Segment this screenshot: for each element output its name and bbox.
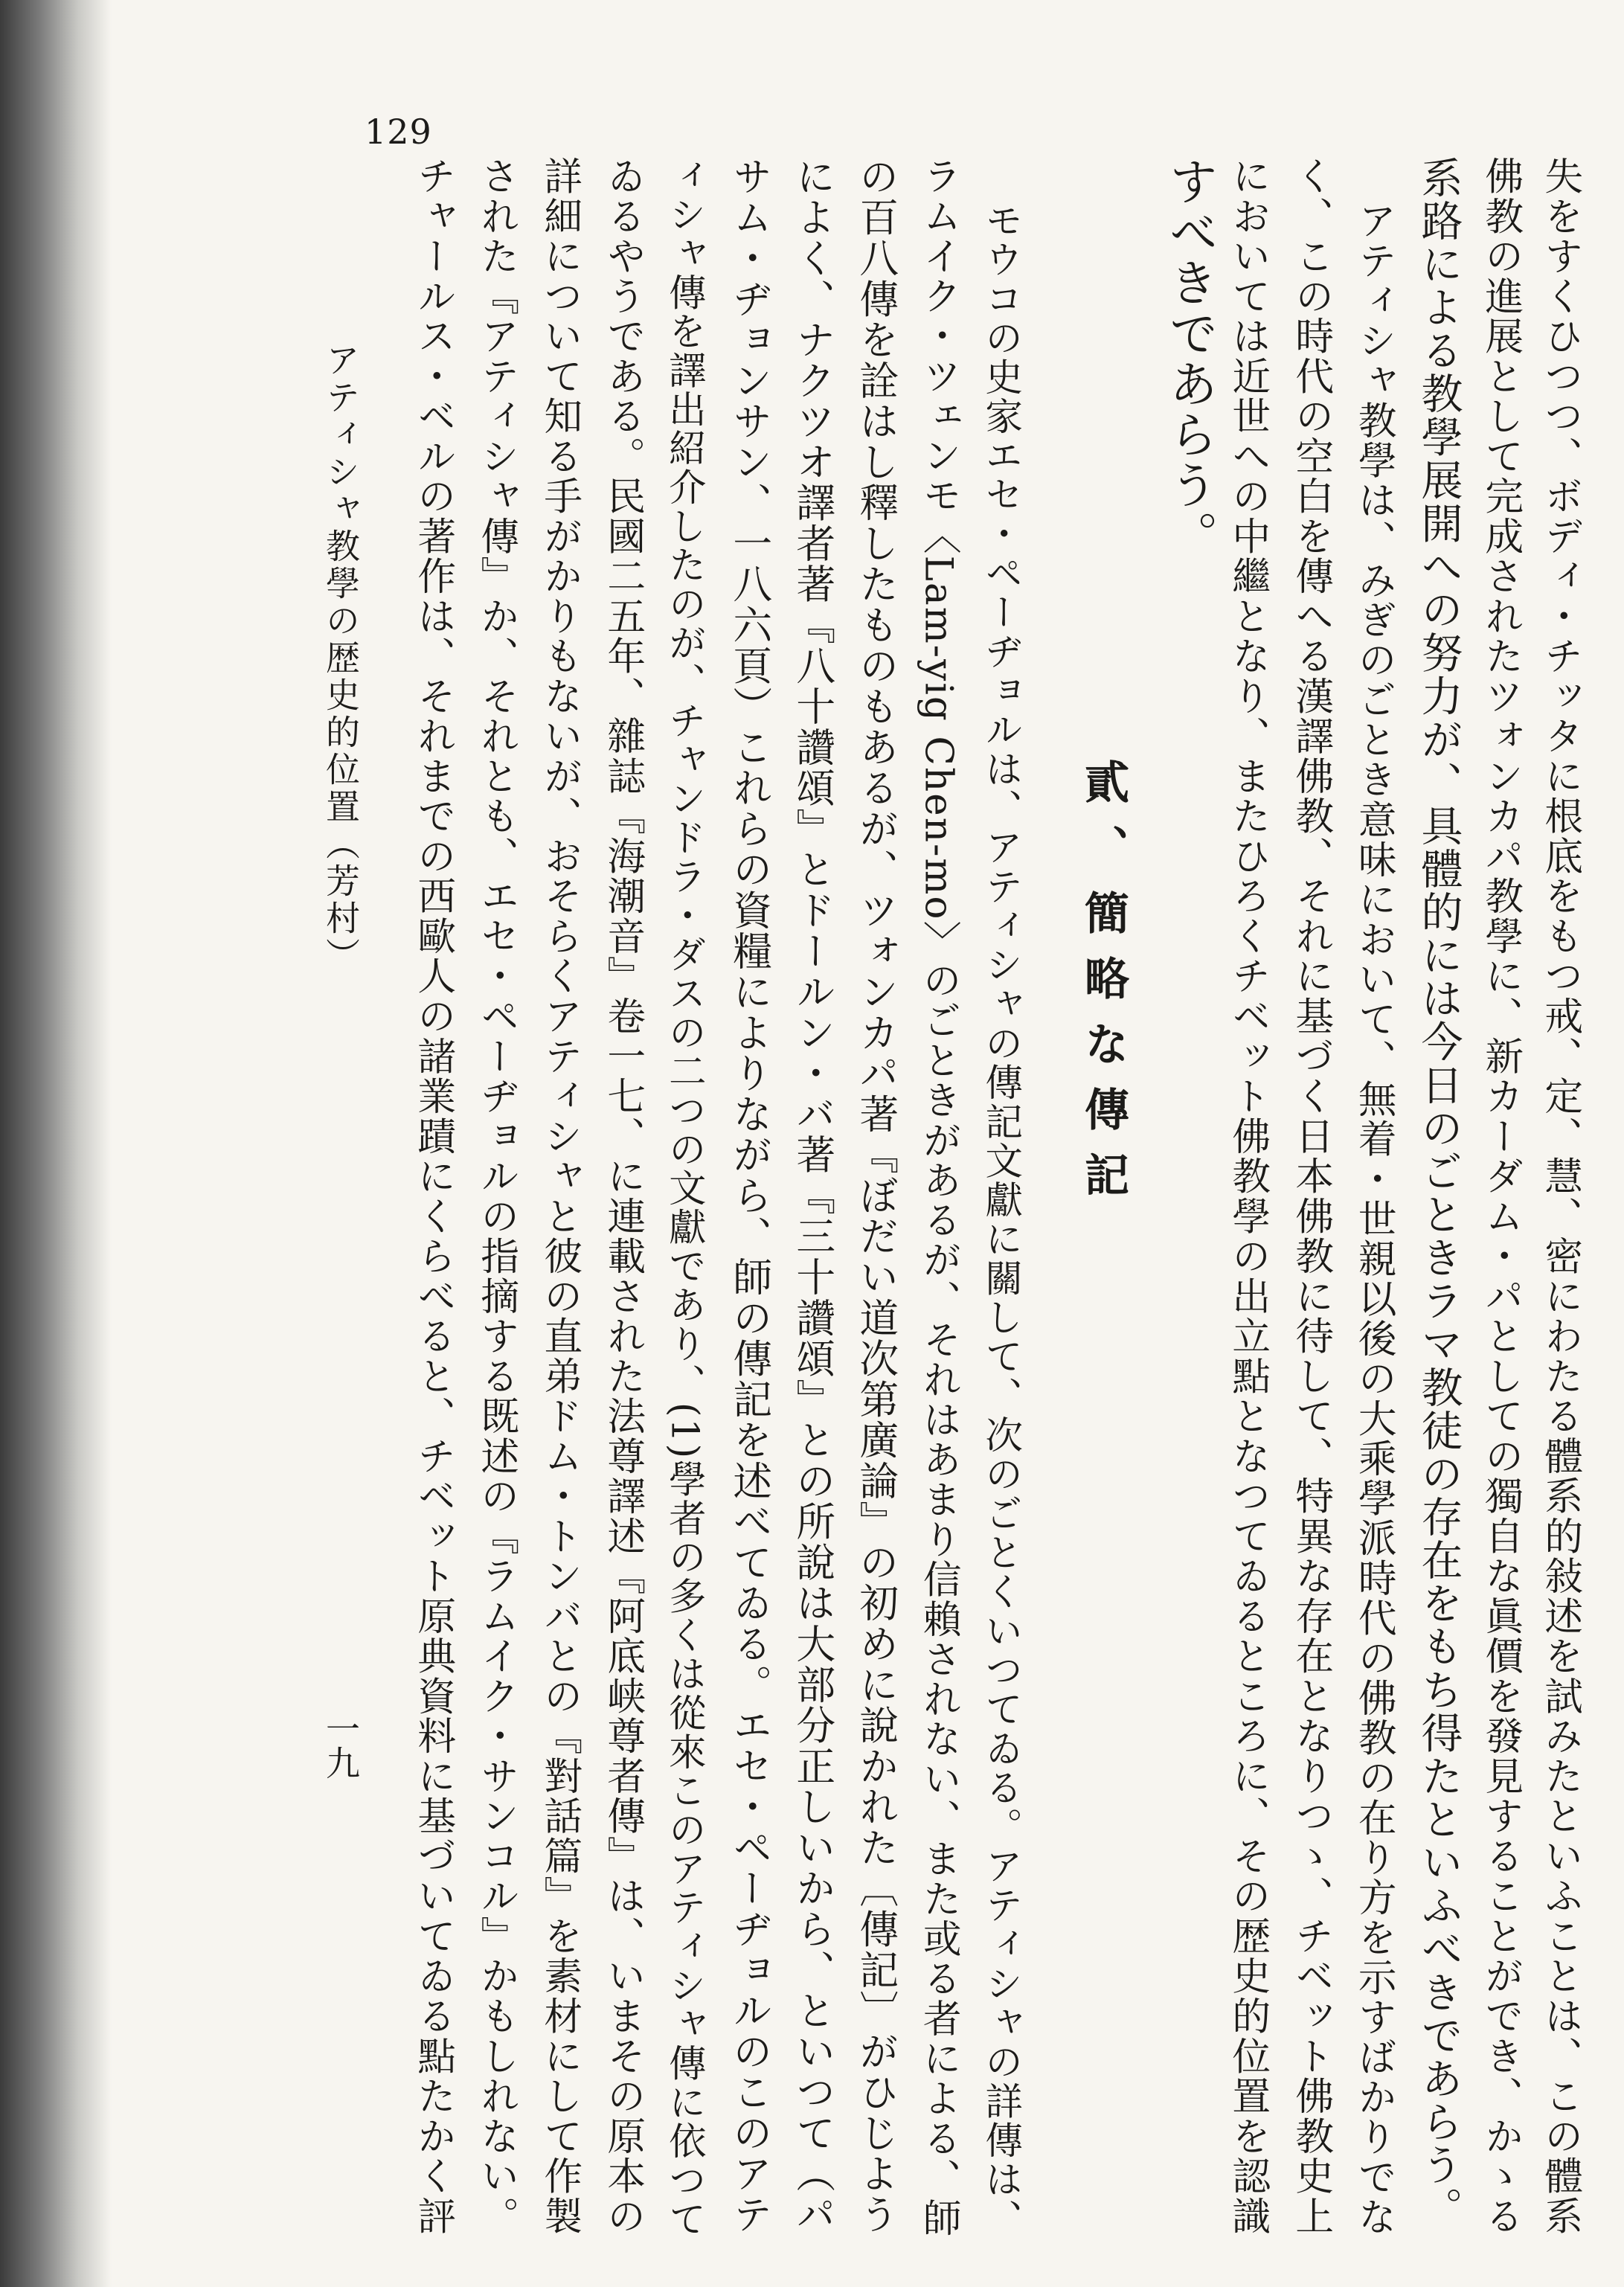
text-column-7: すべきであらう。 [1161,156,1218,561]
running-footer: アティシャ教學の歴史的位置（芳村） [321,342,361,975]
text-column-1: 失をすくひつつ、ボディ・チッタに根底をもつ戒、定、慧、密にわたる體系的敍述を試みたといふことは、この體系 [1537,156,1582,2236]
text-column-9: ラムイク・ツェンモ〈Lam-yig Chen-mo〉のごときがあるが、それはあまり信賴されない、また或る者による、師 [916,156,961,2239]
text-column-8: モウコの史家エセ・ペーヂョルは、アティシャの傳記文獻に關して、次のごとくいつてゐる。アティシャの詳傳は、 [979,201,1024,2239]
page-number: 129 [365,112,432,152]
binding-shadow [0,0,112,2287]
text-column-15: 詳細について知る手がかりもないが、おそらくアティシャと彼の直弟ドム・トンバとの『對話篇』を素材にして作製 [536,156,582,2236]
text-column-5: く、この時代の空白を傳へる漢譯佛教、それに基づく日本佛教に待して、特異な存在となりつゝ、チベット佛教史上 [1288,156,1333,2236]
text-column-17: チャールス・ベルの著作は、それまでの西歐人の諸業蹟にくらべると、チベット原典資料に基づいてゐる點たかく評 [410,156,455,2236]
text-column-13: ィシャ傳を譯出紹介したのが、チャンドラ・ダスの二つの文獻であり、(1)學者の多くは從來このアティシャ傳に依つて [663,156,707,2239]
section-heading: 貳、簡略な傳記 [1077,759,1129,1217]
text-column-14: ゐるやうである。民國二五年、雜誌『海潮音』卷一七、に連載された法尊譯述『阿底峡尊者傳』は、いまその原本の [600,156,645,2236]
text-column-3: 系路による教學展開への努力が、具體的には今日のごときラマ教徒の存在をもち得たといふべきであらう。 [1414,156,1463,2230]
folio-number: 一九 [321,1711,361,1780]
text-column-6: においては近世への中繼となり、またひろくチベット佛教學の出立點となつてゐるところに、その歴史的位置を認識 [1225,156,1270,2236]
text-column-11: によく、ナクツオ譯者著『八十讚頌』とドールン・バ著『三十讚頌』との所說は大部分正しいから、といつて（パ [789,156,835,2235]
text-column-4: アティシャ教學は、みぎのごとき意味において、無着・世親以後の大乘學派時代の佛教の在り方を示すばかりでな [1351,201,1396,2237]
text-column-2: 佛教の進展として完成されたツォンカパ教學に、新カーダム・パとしての獨自な眞價を發見することができ、かゝる [1477,156,1523,2236]
text-column-16: された『アティシャ傳』か、それとも、エセ・ペーヂョルの指摘する既述の『ラムイク・サンコル』かもしれない。 [473,156,519,2236]
text-column-10: の百八傳を詮はし釋したものもあるが、ツォンカパ著『ぼだい道次第廣論』の初めに說かれた〔傳記〕がひじよう [853,156,899,2235]
text-column-12: サム・ヂョンサン、一八六頁）これらの資糧によりながら、師の傳記を述べてゐる。エセ・ペーヂョルのこのアテ [726,156,772,2235]
